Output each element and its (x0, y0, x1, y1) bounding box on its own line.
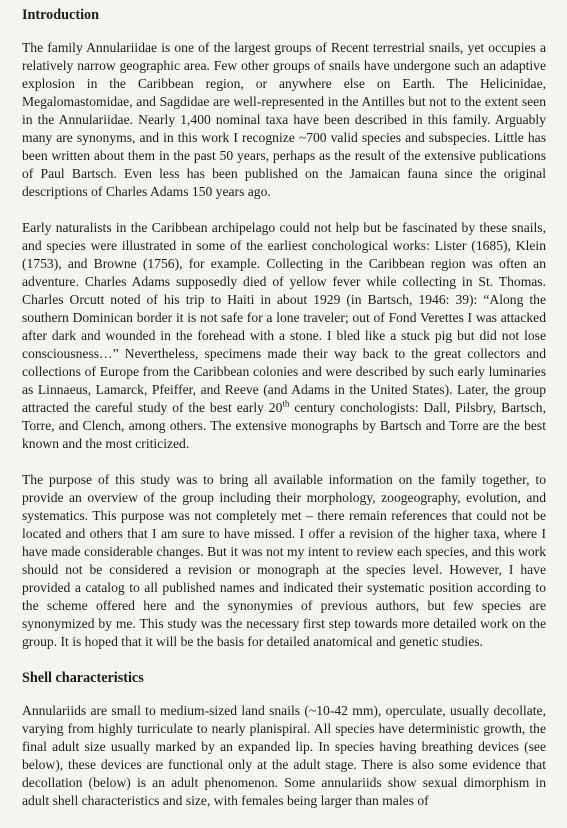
ordinal-superscript: th (282, 398, 290, 409)
section-heading-shell-characteristics: Shell characteristics (22, 670, 144, 686)
intro-paragraph-1: The family Annulariidae is one of the largest groups of Recent terrestrial snails, yet occupies a relatively narrow geographic area. Few other groups of snails have undergone such an adaptive explosion in the Caribbean region, or anywhere else on Earth. The Helicinidae, Megalomastomidae, and Sagdidae are well-represented in the Antilles but not to the extent seen in the Annulariidae. Nearly 1,400 nominal taxa have been described in this family. Arguably many are synonyms, and in this work I recognize ~700 valid species and subspecies. Little has been written about them in the past 50 years, perhaps as the result of the extensive publications of Paul Bartsch. Even less has been published on the Jamaican fauna since the original descriptions of Charles Adams 150 years ago. (22, 40, 546, 199)
intro-paragraph-3: The purpose of this study was to bring all available information on the family together, to provide an overview of the group including their morphology, zoogeography, evolution, and systematics. This purpose was not completely met – there remain references that could not be located and others that I am sure to have missed. I offer a revision of the higher taxa, where I have made considerable changes. But it was not my intent to review each species, and this work should not be considered a revision or monograph at the species level. However, I have provided a catalog to all published names and indicated their systematic position according to the scheme offered here and the synonymies of previous authors, but few species are synonymized by me. This study was the necessary first step towards more detailed work on the group. It is hoped that it will be the basis for detailed anatomical and genetic studies. (22, 472, 546, 649)
intro-paragraph-2-text-a: Early naturalists in the Caribbean archipelago could not help but be fascinated by these snails, and species were illustrated in some of the earliest conchological works: Lister (1685), Klein (1753), and Browne (1756), for example. Collecting in the Caribbean region was often an adventure. Charles Adams supposedly died of yellow fever while collecting in St. Thomas. Charles Orcutt noted of his trip to Haiti in about 1929 (in Bartsch, 1946: 39): “Along the southern Dominican border it is not safe for a lone traveler; out of Fond Verettes I was attacked after dark and wounded in the forehead with a stone. I bled like a stuck pig but did not lose consciousness…” Nevertheless, specimens made their way back to the great collectors and collections of Europe from the Caribbean colonies and were described by such early luminaries as Linnaeus, Lamarck, Pfeiffer, and Reeve (and Adams in the United States). Later, the group attracted the careful study of the best early 20 (22, 220, 546, 415)
intro-paragraph-2 (22, 219, 546, 453)
shell-paragraph-1: Annulariids are small to medium-sized land snails (~10-42 mm), operculate, usually decollate, varying from highly turriculate to nearly planispiral. All species have deterministic growth, the final adult size usually marked by an expanded lip. In species having breathing devices (see below), these devices are functional only at the adult stage. There is also some evidence that decollation (below) is an adult phenomenon. Some annulariids show sexual dimorphism in adult shell characteristics and size, with females being larger than males of (22, 703, 546, 808)
document-content (22, 6, 546, 828)
section-heading-introduction: Introduction (22, 7, 99, 23)
intro-paragraph-2-text-b: century conchologists: Dall, Pilsbry, Bartsch, Torre, and Clench, among others. The extensive monographs by Bartsch and Torre are the best known and the most criticized. (22, 400, 547, 451)
